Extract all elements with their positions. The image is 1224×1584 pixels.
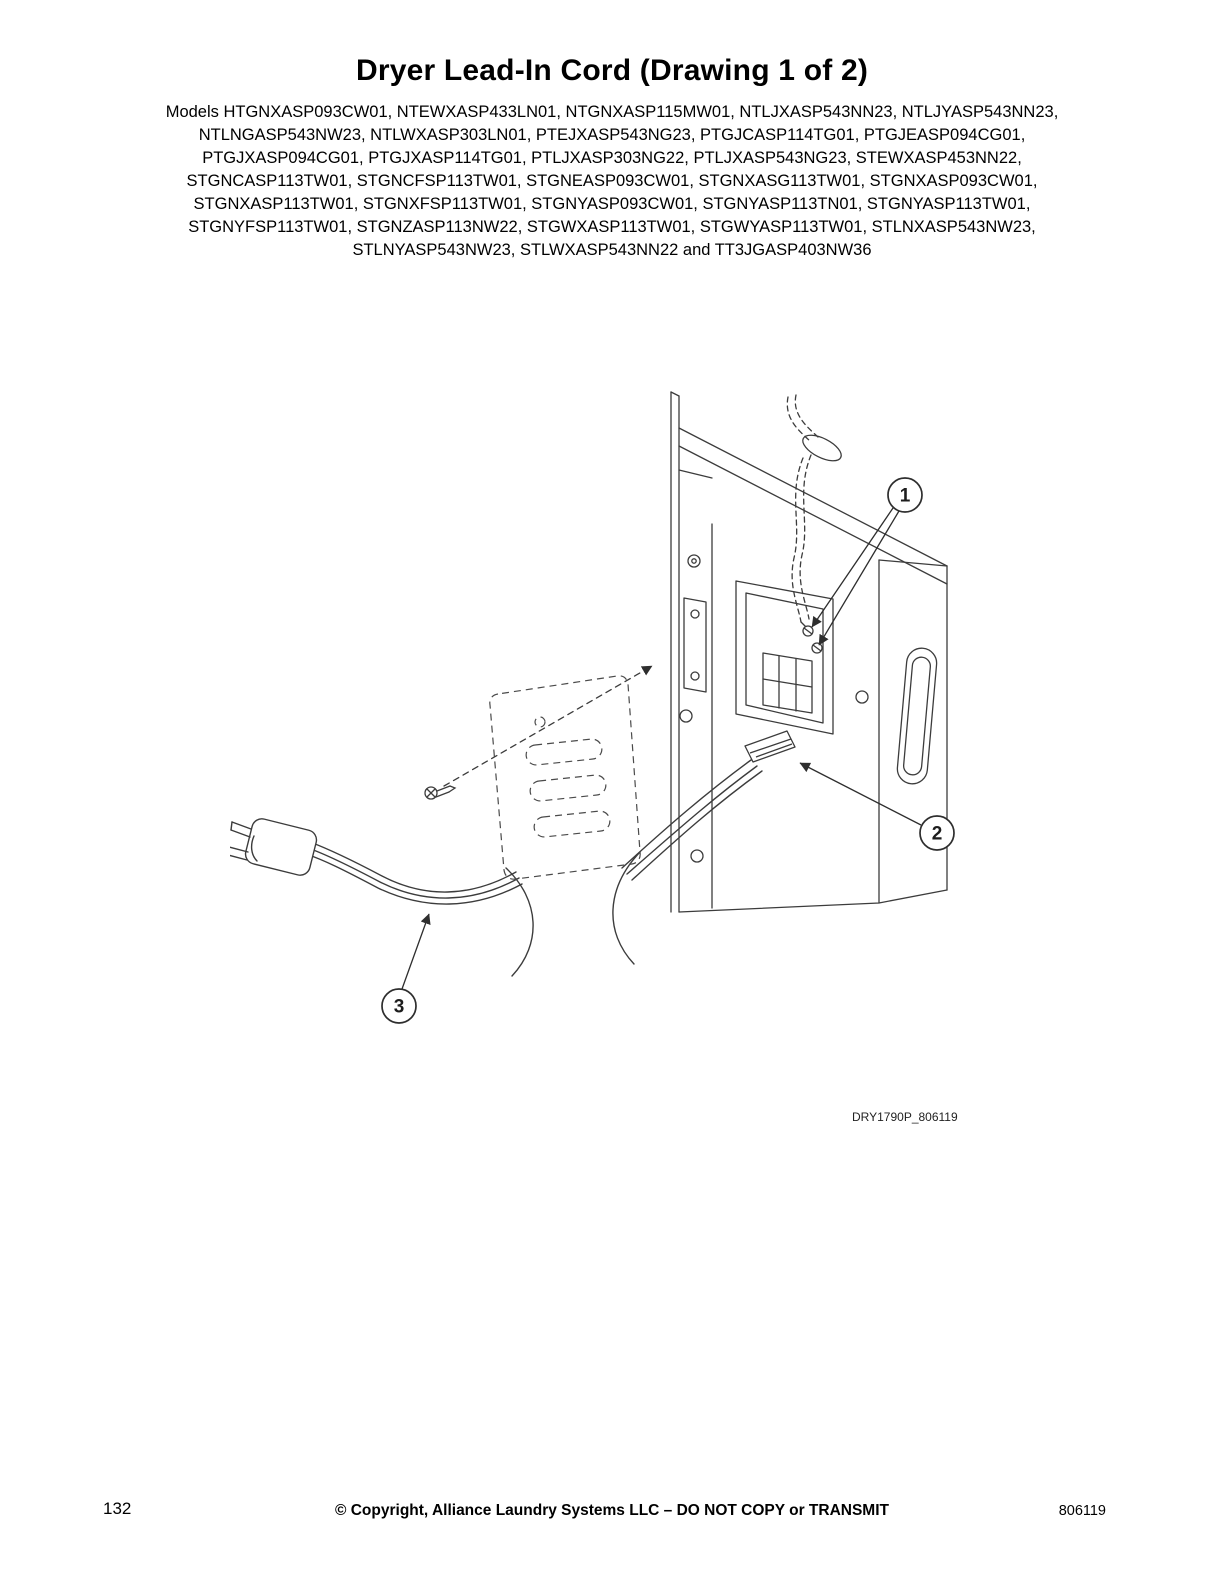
page-number: 132 [103, 1499, 132, 1518]
models-line: NTLNGASP543NW23, NTLWXASP303LN01, PTEJXASP543NG23, PTGJCASP114TG01, PTGJEASP094CG01, [198, 126, 1026, 144]
callout-2-label: 2 [931, 823, 943, 845]
callout-3-badge [382, 989, 416, 1023]
terminal-wire-dashed [787, 395, 818, 622]
panel-linework [671, 392, 947, 912]
drawing-reference: DRY1790P_806119 [852, 1110, 958, 1124]
models-line: STLNYASP543NW23, STLWXASP543NN22 and TT3JGASP403NW36 [352, 241, 872, 259]
models-list [92, 101, 1132, 262]
callout-3-label: 3 [393, 996, 405, 1018]
callout-2-badge [920, 816, 954, 850]
diagram-svg [230, 370, 970, 1150]
mounting-screw [425, 666, 652, 799]
copyright-notice: © Copyright, Alliance Laundry Systems LLC – DO NOT COPY or TRANSMIT [335, 1502, 889, 1519]
cover-plate [490, 676, 640, 879]
models-line: STGNCASP113TW01, STGNCFSP113TW01, STGNEASP093CW01, STGNXASG113TW01, STGNXASP093CW01, [186, 172, 1038, 190]
models-line: Models HTGNXASP093CW01, NTEWXASP433LN01, NTGNXASP115MW01, NTLJXASP543NN23, NTLJYASP543NN23, [165, 103, 1059, 121]
cord-plug [230, 817, 319, 878]
models-line: STGNXASP113TW01, STGNXFSP113TW01, STGNYASP093CW01, STGNYASP113TN01, STGNYASP113TW01, [193, 195, 1031, 213]
strain-relief [745, 731, 795, 762]
document-number: 806119 [1058, 1503, 1106, 1519]
lead-in-cord-diagram [230, 370, 970, 1150]
callout-1-label: 1 [899, 485, 911, 507]
models-line: STGNYFSP113TW01, STGNZASP113NW22, STGWXASP113TW01, STGWYASP113TW01, STLNXASP543NW23, [188, 218, 1036, 236]
models-line: PTGJXASP094CG01, PTGJXASP114TG01, PTLJXASP303NG22, PTLJXASP543NG23, STEWXASP453NN22, [202, 149, 1022, 167]
callout-1-badge [888, 478, 922, 512]
power-cord [306, 760, 762, 976]
callout-leaders [402, 508, 921, 989]
page-title: Dryer Lead-In Cord (Drawing 1 of 2) [355, 54, 869, 87]
